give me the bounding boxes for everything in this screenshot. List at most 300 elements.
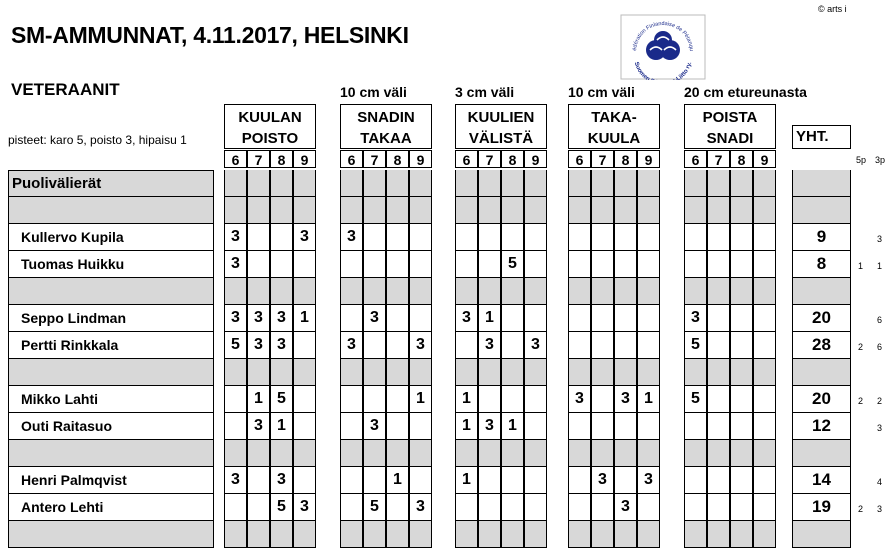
score-cell: 3 bbox=[614, 494, 637, 521]
score-cell: 1 bbox=[455, 413, 478, 440]
score-cell bbox=[478, 251, 501, 278]
score-cell bbox=[707, 521, 730, 548]
group-title bbox=[684, 104, 776, 149]
score-cell bbox=[730, 332, 753, 359]
score-cell: 3 bbox=[591, 467, 614, 494]
distance-header: 9 bbox=[409, 150, 432, 168]
score-cell bbox=[614, 224, 637, 251]
score-cell bbox=[386, 332, 409, 359]
score-cell bbox=[753, 278, 776, 305]
score-cell bbox=[591, 251, 614, 278]
score-cell bbox=[478, 494, 501, 521]
score-cell: 3 bbox=[409, 494, 432, 521]
score-cell bbox=[501, 386, 524, 413]
score-cell: 3 bbox=[270, 332, 293, 359]
score-cell bbox=[524, 467, 547, 494]
score-cell bbox=[524, 170, 547, 197]
score-cell bbox=[224, 413, 247, 440]
score-cell bbox=[247, 278, 270, 305]
score-cell bbox=[730, 386, 753, 413]
score-cell bbox=[363, 359, 386, 386]
score-cell bbox=[637, 413, 660, 440]
score-cell: 3 bbox=[363, 305, 386, 332]
group-title-line1: KUULIEN bbox=[467, 109, 535, 126]
score-cell bbox=[386, 305, 409, 332]
score-cell bbox=[340, 440, 363, 467]
score-cell: 3 bbox=[455, 305, 478, 332]
total-cell: 28 bbox=[792, 332, 851, 359]
score-cell bbox=[753, 521, 776, 548]
score-cell bbox=[409, 467, 432, 494]
score-cell bbox=[730, 359, 753, 386]
score-cell: 3 bbox=[637, 467, 660, 494]
score-cell bbox=[247, 197, 270, 224]
score-cell bbox=[707, 278, 730, 305]
score-cell: 1 bbox=[455, 386, 478, 413]
score-cell bbox=[363, 467, 386, 494]
distance-header: 6 bbox=[224, 150, 247, 168]
score-cell bbox=[409, 224, 432, 251]
score-cell bbox=[455, 332, 478, 359]
group-title-line1: SNADIN bbox=[357, 109, 415, 126]
score-cell: 3 bbox=[568, 386, 591, 413]
score-cell: 3 bbox=[340, 332, 363, 359]
score-cell bbox=[455, 440, 478, 467]
score-cell bbox=[568, 278, 591, 305]
score-cell bbox=[340, 359, 363, 386]
score-cell bbox=[247, 494, 270, 521]
total-cell: 20 bbox=[792, 305, 851, 332]
total-cell bbox=[792, 359, 851, 386]
score-cell bbox=[707, 332, 730, 359]
score-cell bbox=[386, 251, 409, 278]
score-cell bbox=[707, 305, 730, 332]
score-cell bbox=[753, 305, 776, 332]
distance-header: 7 bbox=[363, 150, 386, 168]
score-cell bbox=[524, 359, 547, 386]
score-cell bbox=[591, 494, 614, 521]
score-cell bbox=[684, 467, 707, 494]
score-cell bbox=[293, 467, 316, 494]
score-cell bbox=[293, 413, 316, 440]
score-cell bbox=[455, 170, 478, 197]
score-cell bbox=[293, 197, 316, 224]
group-title bbox=[224, 104, 316, 149]
score-cell bbox=[591, 305, 614, 332]
score-cell bbox=[270, 224, 293, 251]
group-title-line2: KUULA bbox=[587, 130, 641, 147]
score-cell bbox=[614, 197, 637, 224]
three-point-count: 3 bbox=[877, 504, 883, 514]
score-cell bbox=[224, 386, 247, 413]
score-cell bbox=[614, 413, 637, 440]
score-cell bbox=[478, 197, 501, 224]
score-cell bbox=[363, 278, 386, 305]
score-cell: 3 bbox=[684, 305, 707, 332]
score-cell bbox=[363, 224, 386, 251]
score-cell bbox=[524, 521, 547, 548]
score-cell bbox=[524, 278, 547, 305]
total-cell bbox=[792, 278, 851, 305]
score-cell bbox=[684, 224, 707, 251]
score-cell: 1 bbox=[270, 413, 293, 440]
distance-header: 8 bbox=[501, 150, 524, 168]
score-cell bbox=[524, 386, 547, 413]
score-cell bbox=[568, 251, 591, 278]
score-cell bbox=[409, 359, 432, 386]
group-title-line1: POISTA bbox=[702, 109, 758, 126]
three-point-count: 1 bbox=[877, 261, 883, 271]
score-cell bbox=[478, 521, 501, 548]
score-cell bbox=[455, 494, 478, 521]
name-cell bbox=[8, 359, 214, 386]
score-cell bbox=[753, 359, 776, 386]
score-cell bbox=[501, 440, 524, 467]
score-cell: 1 bbox=[478, 305, 501, 332]
distance-header: 6 bbox=[568, 150, 591, 168]
score-cell bbox=[568, 413, 591, 440]
score-cell: 5 bbox=[270, 494, 293, 521]
score-cell bbox=[386, 278, 409, 305]
group-title-line2: TAKAA bbox=[360, 130, 412, 147]
score-cell bbox=[730, 521, 753, 548]
score-cell bbox=[340, 197, 363, 224]
score-cell bbox=[684, 251, 707, 278]
distance-header: 7 bbox=[478, 150, 501, 168]
score-cell bbox=[707, 494, 730, 521]
player-name: Seppo Lindman bbox=[8, 305, 214, 332]
federation-logo bbox=[620, 14, 706, 80]
score-cell: 3 bbox=[224, 305, 247, 332]
score-cell bbox=[409, 521, 432, 548]
score-cell bbox=[684, 494, 707, 521]
score-cell bbox=[247, 440, 270, 467]
score-cell bbox=[224, 170, 247, 197]
score-cell bbox=[270, 278, 293, 305]
score-cell bbox=[591, 413, 614, 440]
group-title bbox=[455, 104, 547, 149]
name-cell bbox=[8, 197, 214, 224]
score-cell bbox=[224, 521, 247, 548]
score-cell bbox=[707, 197, 730, 224]
group-title-line2: POISTO bbox=[241, 130, 299, 147]
five-point-count: 1 bbox=[858, 261, 864, 271]
distance-header: 9 bbox=[637, 150, 660, 168]
score-cell bbox=[409, 278, 432, 305]
score-cell bbox=[363, 440, 386, 467]
category-title: VETERAANIT bbox=[11, 80, 120, 99]
score-cell bbox=[270, 197, 293, 224]
five-point-header: 5p bbox=[856, 155, 867, 165]
score-cell bbox=[637, 278, 660, 305]
score-cell bbox=[501, 170, 524, 197]
distance-header: 7 bbox=[591, 150, 614, 168]
group-title-line2: VÄLISTÄ bbox=[468, 130, 534, 147]
score-cell bbox=[730, 224, 753, 251]
score-cell bbox=[753, 440, 776, 467]
score-cell bbox=[707, 359, 730, 386]
score-cell bbox=[409, 413, 432, 440]
player-name: Pertti Rinkkala bbox=[8, 332, 214, 359]
score-cell bbox=[568, 467, 591, 494]
total-cell bbox=[792, 521, 851, 548]
points-legend: pisteet: karo 5, poisto 3, hipaisu 1 bbox=[8, 133, 187, 147]
score-cell bbox=[340, 413, 363, 440]
total-cell bbox=[792, 440, 851, 467]
score-cell bbox=[501, 197, 524, 224]
score-cell bbox=[707, 467, 730, 494]
score-cell bbox=[730, 440, 753, 467]
three-point-count: 6 bbox=[877, 315, 883, 325]
distance-header: 9 bbox=[524, 150, 547, 168]
score-cell: 3 bbox=[614, 386, 637, 413]
score-cell bbox=[524, 413, 547, 440]
distance-header: 8 bbox=[730, 150, 753, 168]
score-cell bbox=[614, 359, 637, 386]
three-point-header: 3p bbox=[875, 155, 886, 165]
score-cell bbox=[637, 305, 660, 332]
page-title: SM-AMMUNNAT, 4.11.2017, HELSINKI bbox=[11, 22, 409, 48]
score-cell: 3 bbox=[224, 251, 247, 278]
total-cell: 9 bbox=[792, 224, 851, 251]
score-cell bbox=[224, 197, 247, 224]
score-cell bbox=[501, 494, 524, 521]
name-cell bbox=[8, 521, 214, 548]
score-cell: 3 bbox=[478, 413, 501, 440]
group-title-line1: TAKA- bbox=[591, 109, 637, 126]
score-cell bbox=[478, 224, 501, 251]
score-cell: 1 bbox=[247, 386, 270, 413]
score-cell: 5 bbox=[224, 332, 247, 359]
score-cell: 3 bbox=[478, 332, 501, 359]
score-cell bbox=[707, 251, 730, 278]
score-cell bbox=[501, 305, 524, 332]
player-name: Tuomas Huikku bbox=[8, 251, 214, 278]
distance-header: 7 bbox=[707, 150, 730, 168]
score-cell bbox=[614, 251, 637, 278]
score-cell bbox=[568, 359, 591, 386]
group-title bbox=[340, 104, 432, 149]
score-cell bbox=[478, 170, 501, 197]
score-cell bbox=[293, 170, 316, 197]
score-cell bbox=[363, 251, 386, 278]
score-cell: 1 bbox=[455, 467, 478, 494]
score-cell: 3 bbox=[363, 413, 386, 440]
score-cell bbox=[568, 521, 591, 548]
copyright-notice: © arts i bbox=[818, 4, 847, 14]
score-cell bbox=[340, 170, 363, 197]
score-cell bbox=[637, 224, 660, 251]
score-cell bbox=[591, 278, 614, 305]
score-cell bbox=[730, 305, 753, 332]
three-point-count: 3 bbox=[877, 234, 883, 244]
federation-logo-icon bbox=[620, 14, 706, 80]
score-cell bbox=[363, 332, 386, 359]
group-caption: 3 cm väli bbox=[455, 84, 515, 100]
score-cell: 5 bbox=[270, 386, 293, 413]
score-cell bbox=[614, 170, 637, 197]
score-cell: 5 bbox=[684, 332, 707, 359]
score-cell bbox=[270, 170, 293, 197]
score-cell bbox=[637, 332, 660, 359]
name-cell bbox=[8, 278, 214, 305]
score-cell bbox=[293, 359, 316, 386]
score-cell bbox=[501, 224, 524, 251]
score-cell bbox=[684, 170, 707, 197]
score-cell: 3 bbox=[270, 305, 293, 332]
score-cell: 3 bbox=[524, 332, 547, 359]
score-cell bbox=[386, 440, 409, 467]
score-cell bbox=[524, 224, 547, 251]
score-cell: 1 bbox=[501, 413, 524, 440]
score-cell bbox=[409, 251, 432, 278]
score-cell bbox=[753, 332, 776, 359]
score-cell bbox=[455, 197, 478, 224]
score-cell bbox=[730, 467, 753, 494]
score-cell: 3 bbox=[293, 224, 316, 251]
score-cell bbox=[478, 359, 501, 386]
score-cell bbox=[707, 386, 730, 413]
score-cell bbox=[293, 251, 316, 278]
score-cell bbox=[224, 278, 247, 305]
score-cell: 1 bbox=[293, 305, 316, 332]
score-cell bbox=[730, 413, 753, 440]
three-point-count: 2 bbox=[877, 396, 883, 406]
score-cell bbox=[340, 251, 363, 278]
distance-header: 8 bbox=[614, 150, 637, 168]
distance-header: 9 bbox=[293, 150, 316, 168]
five-point-count: 2 bbox=[858, 396, 864, 406]
score-cell bbox=[568, 494, 591, 521]
score-cell bbox=[501, 521, 524, 548]
score-cell bbox=[684, 359, 707, 386]
score-cell bbox=[707, 224, 730, 251]
score-cell bbox=[293, 278, 316, 305]
score-cell: 1 bbox=[386, 467, 409, 494]
score-cell bbox=[591, 359, 614, 386]
score-cell bbox=[637, 521, 660, 548]
total-cell bbox=[792, 197, 851, 224]
score-cell bbox=[409, 440, 432, 467]
score-cell bbox=[637, 251, 660, 278]
score-cell bbox=[591, 386, 614, 413]
score-cell bbox=[730, 197, 753, 224]
score-cell: 5 bbox=[363, 494, 386, 521]
score-cell bbox=[591, 332, 614, 359]
score-cell bbox=[363, 386, 386, 413]
player-name: Kullervo Kupila bbox=[8, 224, 214, 251]
score-cell bbox=[478, 386, 501, 413]
total-cell bbox=[792, 170, 851, 197]
score-cell bbox=[247, 224, 270, 251]
score-cell: 3 bbox=[247, 332, 270, 359]
score-cell bbox=[501, 467, 524, 494]
score-cell bbox=[684, 413, 707, 440]
score-cell bbox=[637, 494, 660, 521]
score-cell bbox=[293, 386, 316, 413]
score-cell bbox=[753, 251, 776, 278]
score-cell bbox=[614, 467, 637, 494]
player-name: Outi Raitasuo bbox=[8, 413, 214, 440]
score-cell bbox=[730, 251, 753, 278]
group-title bbox=[568, 104, 660, 149]
total-cell: 12 bbox=[792, 413, 851, 440]
total-header: YHT. bbox=[792, 125, 851, 149]
score-cell bbox=[293, 521, 316, 548]
score-cell bbox=[501, 359, 524, 386]
score-cell bbox=[637, 440, 660, 467]
score-cell bbox=[270, 251, 293, 278]
score-cell bbox=[568, 224, 591, 251]
score-cell bbox=[614, 440, 637, 467]
score-cell bbox=[524, 440, 547, 467]
group-title-line1: KUULAN bbox=[238, 109, 302, 126]
score-cell bbox=[247, 359, 270, 386]
score-cell bbox=[247, 467, 270, 494]
score-cell bbox=[340, 467, 363, 494]
score-cell bbox=[270, 521, 293, 548]
score-cell bbox=[753, 467, 776, 494]
score-cell: 3 bbox=[224, 467, 247, 494]
score-cell bbox=[293, 332, 316, 359]
score-cell bbox=[501, 332, 524, 359]
score-cell bbox=[455, 521, 478, 548]
score-cell bbox=[386, 386, 409, 413]
score-cell bbox=[524, 197, 547, 224]
logo-text-bottom: Suomen Liitto ry. bbox=[632, 61, 694, 80]
score-cell bbox=[363, 170, 386, 197]
score-cell bbox=[568, 440, 591, 467]
score-cell bbox=[340, 305, 363, 332]
score-cell bbox=[293, 440, 316, 467]
score-cell bbox=[409, 170, 432, 197]
score-cell bbox=[386, 413, 409, 440]
name-cell: Puolivälierät bbox=[8, 170, 214, 197]
score-cell: 3 bbox=[247, 413, 270, 440]
score-cell bbox=[340, 494, 363, 521]
score-cell bbox=[340, 386, 363, 413]
three-point-count: 6 bbox=[877, 342, 883, 352]
score-cell bbox=[501, 278, 524, 305]
five-point-count: 2 bbox=[858, 342, 864, 352]
score-cell bbox=[247, 170, 270, 197]
score-cell bbox=[524, 305, 547, 332]
score-cell: 3 bbox=[340, 224, 363, 251]
score-cell bbox=[270, 440, 293, 467]
score-cell bbox=[614, 521, 637, 548]
score-cell bbox=[614, 278, 637, 305]
name-cell bbox=[8, 440, 214, 467]
score-cell bbox=[409, 197, 432, 224]
score-cell: 3 bbox=[270, 467, 293, 494]
score-cell bbox=[455, 224, 478, 251]
score-cell bbox=[224, 359, 247, 386]
score-cell bbox=[753, 494, 776, 521]
score-cell bbox=[386, 224, 409, 251]
distance-header: 7 bbox=[247, 150, 270, 168]
score-cell bbox=[524, 251, 547, 278]
score-cell: 3 bbox=[409, 332, 432, 359]
distance-header: 6 bbox=[340, 150, 363, 168]
score-cell bbox=[340, 278, 363, 305]
score-cell bbox=[637, 197, 660, 224]
score-cell bbox=[386, 494, 409, 521]
score-cell bbox=[478, 278, 501, 305]
distance-header: 6 bbox=[684, 150, 707, 168]
score-cell bbox=[478, 440, 501, 467]
score-cell bbox=[224, 494, 247, 521]
group-caption: 10 cm väli bbox=[340, 84, 407, 100]
